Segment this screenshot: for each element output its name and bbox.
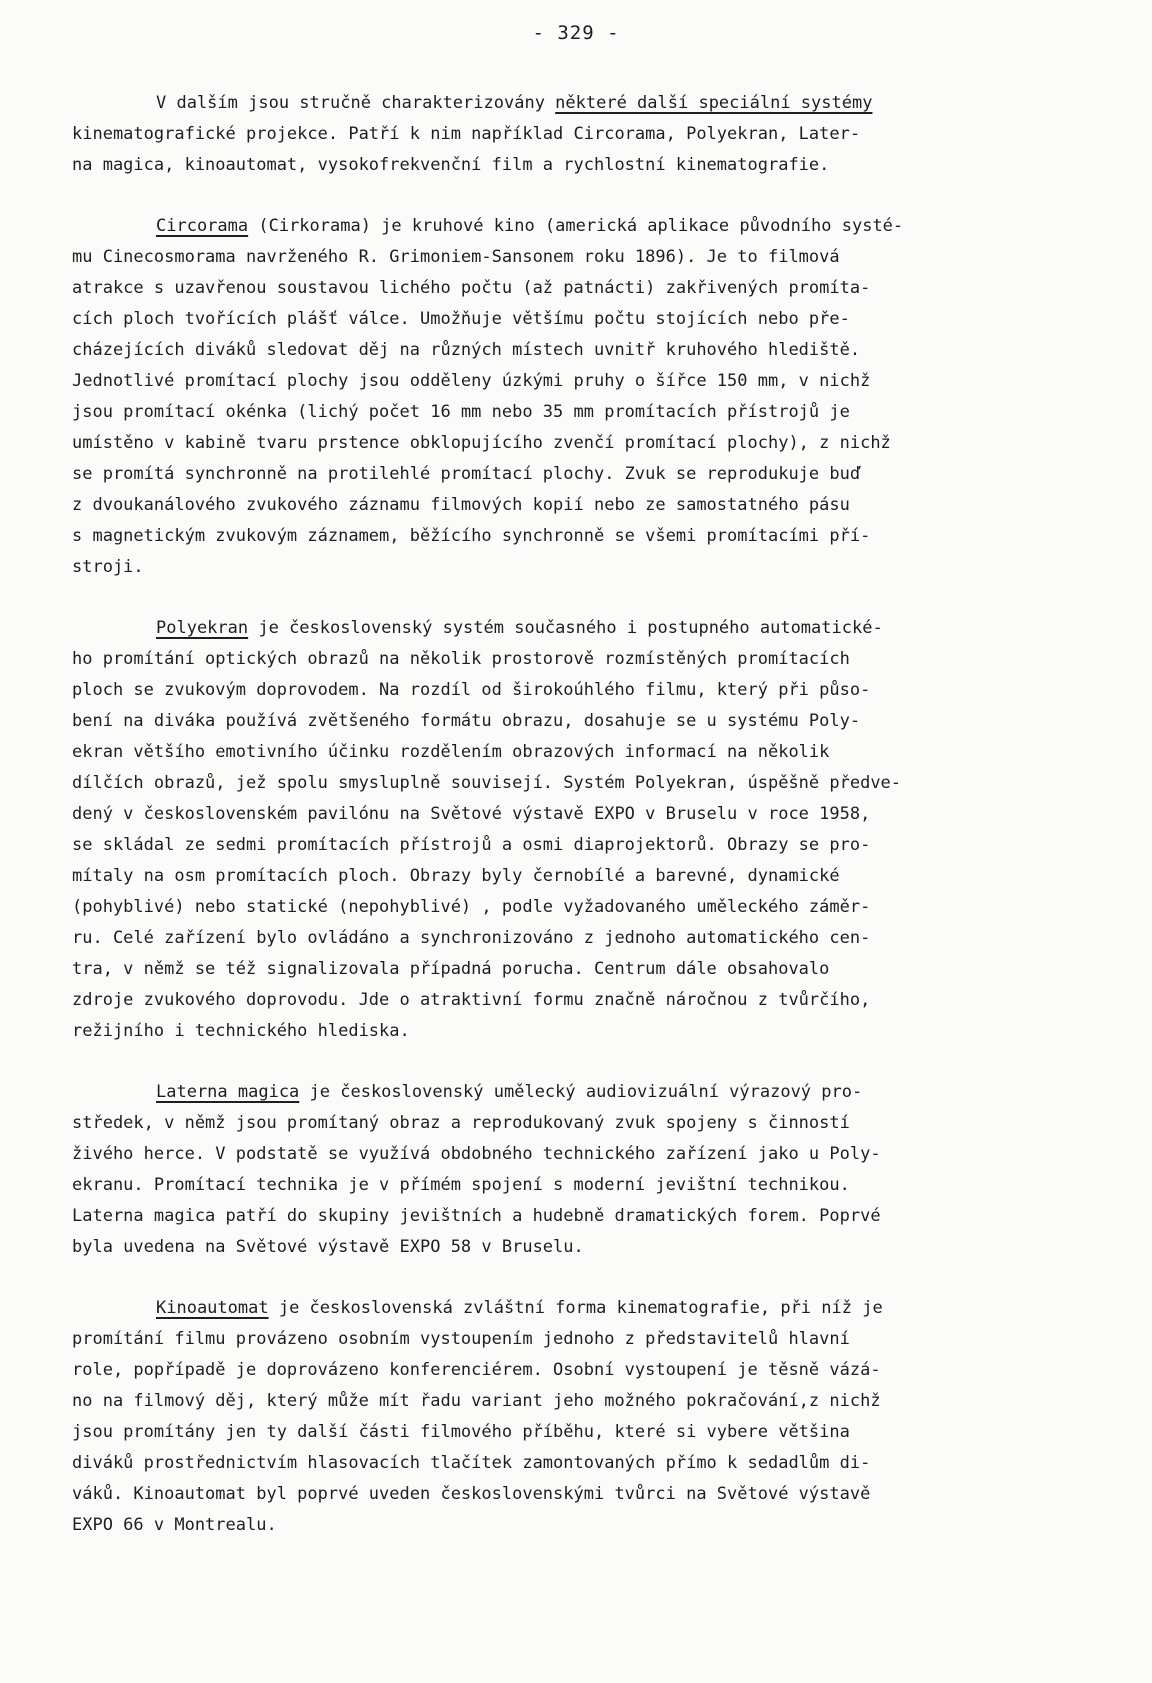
term-kinoautomat: Kinoautomat (156, 1298, 269, 1318)
text-line: stroji. (72, 557, 144, 577)
text-line: umístěno v kabině tvaru prstence obklopujícího zvenčí promítací plochy), z nichž (72, 433, 891, 453)
text-line: Jednotlivé promítací plochy jsou odděleny úzkými pruhy o šířce 150 mm, v nichž (72, 371, 871, 391)
text-line: dílčích obrazů, jež spolu smysluplně souvisejí. Systém Polyekran, úspěšně předve- (72, 773, 902, 793)
text-line: kinematografické projekce. Patří k nim například Circorama, Polyekran, Later- (72, 124, 861, 144)
kinoautomat-paragraph (72, 1293, 1082, 1541)
text-line: mu Cinecosmorama navrženého R. Grimoniem-Sansonem roku 1896). Je to filmová (72, 247, 840, 267)
text-line: živého herce. V podstatě se využívá obdobného technického zařízení jako u Poly- (72, 1144, 881, 1164)
text-line: tra, v němž se též signalizovala případná porucha. Centrum dále obsahovalo (72, 959, 830, 979)
text-line: cích ploch tvořících plášť válce. Umožňuje většímu počtu stojících nebo pře- (72, 309, 850, 329)
body-text (72, 88, 1082, 1571)
text-line: ru. Celé zařízení bylo ovládáno a synchronizováno z jednoho automatického cen- (72, 928, 871, 948)
text-line: Laterna magica patří do skupiny jevištních a hudebně dramatických forem. Poprvé (72, 1206, 881, 1226)
text-line (72, 211, 1082, 242)
text-line: ekranu. Promítací technika je v přímém spojení s moderní jevištní technikou. (72, 1175, 850, 1195)
term-circorama: Circorama (156, 216, 249, 236)
text-line: no na filmový děj, který může mít řadu variant jeho možného pokračování,z nichž (72, 1391, 881, 1411)
text-line: diváků prostřednictvím hlasovacích tlačítek zamontovaných přímo k sedadlům di- (72, 1453, 871, 1473)
kinoautomat-lead-text: je československá zvláštní forma kinematografie, při níž je (268, 1298, 883, 1318)
text-line: ho promítání optických obrazů na několik prostorově rozmístěných promítacích (72, 649, 850, 669)
text-line: promítání filmu provázeno osobním vystoupením jednoho z představitelů hlavní (72, 1329, 850, 1349)
text-line: zdroje zvukového doprovodu. Jde o atraktivní formu značně náročnou z tvůrčího, (72, 990, 871, 1010)
text-line (72, 1077, 1082, 1108)
text-line: váků. Kinoautomat byl poprvé uveden československými tvůrci na Světové výstavě (72, 1484, 871, 1504)
text-line: na magica, kinoautomat, vysokofrekvenční film a rychlostní kinematografie. (72, 155, 830, 175)
circorama-lead-text: (Cirkorama) je kruhové kino (americká aplikace původního systé- (248, 216, 904, 236)
underlined-phrase: některé další speciální systémy (555, 93, 873, 113)
text-line: (pohyblivé) nebo statické (nepohyblivé) , podle vyžadovaného uměleckého záměr- (72, 897, 871, 917)
text-line: mítaly na osm promítacích ploch. Obrazy byly černobílé a barevné, dynamické (72, 866, 840, 886)
circorama-paragraph (72, 211, 1082, 583)
text-line (72, 613, 1082, 644)
text-line: se promítá synchronně na protilehlé promítací plochy. Zvuk se reprodukuje buď (72, 464, 861, 484)
text-line: z dvoukanálového zvukového záznamu filmových kopií nebo ze samostatného pásu (72, 495, 850, 515)
text-line: s magnetickým zvukovým záznamem, běžícího synchronně se všemi promítacími pří- (72, 526, 871, 546)
laterna-magica-paragraph (72, 1077, 1082, 1263)
text-line: jsou promítací okénka (lichý počet 16 mm nebo 35 mm promítacích přístrojů je (72, 402, 850, 422)
page-number: - 329 - (532, 22, 620, 44)
text-line (72, 1293, 1082, 1324)
text-line: atrakce s uzavřenou soustavou lichého počtu (až patnácti) zakřivených promíta- (72, 278, 871, 298)
text-line: ekran většího emotivního účinku rozdělením obrazových informací na několik (72, 742, 830, 762)
text-line: středek, v němž jsou promítaný obraz a reprodukovaný zvuk spojeny s činností (72, 1113, 850, 1133)
text-line: ploch se zvukovým doprovodem. Na rozdíl od širokoúhlého filmu, který při půso- (72, 680, 871, 700)
text-line: cházejících diváků sledovat děj na různých místech uvnitř kruhového hlediště. (72, 340, 861, 360)
polyekran-lead-text: je československý systém současného i postupného automatické- (248, 618, 883, 638)
text-line: jsou promítány jen ty další části filmového příběhu, které si vybere většina (72, 1422, 850, 1442)
text-line: EXPO 66 v Montrealu. (72, 1515, 277, 1535)
term-laterna-magica: Laterna magica (156, 1082, 300, 1102)
text-line: režijního i technického hlediska. (72, 1021, 410, 1041)
text-line: dený v československém pavilónu na Světové výstavě EXPO v Bruselu v roce 1958, (72, 804, 871, 824)
text-line (72, 88, 1082, 119)
text-line: bení na diváka používá zvětšeného formátu obrazu, dosahuje se u systému Poly- (72, 711, 861, 731)
text-line: byla uvedena na Světové výstavě EXPO 58 v Bruselu. (72, 1237, 584, 1257)
text-line: se skládal ze sedmi promítacích přístrojů a osmi diaprojektorů. Obrazy se pro- (72, 835, 871, 855)
polyekran-paragraph (72, 613, 1082, 1047)
laterna-lead-text: je československý umělecký audiovizuální výrazový pro- (299, 1082, 863, 1102)
term-polyekran: Polyekran (156, 618, 249, 638)
intro-lead-text: V dalším jsou stručně charakterizovány (156, 93, 556, 113)
intro-paragraph (72, 88, 1082, 181)
text-line: role, popřípadě je doprovázeno konferenciérem. Osobní vystoupení je těsně vázá- (72, 1360, 881, 1380)
